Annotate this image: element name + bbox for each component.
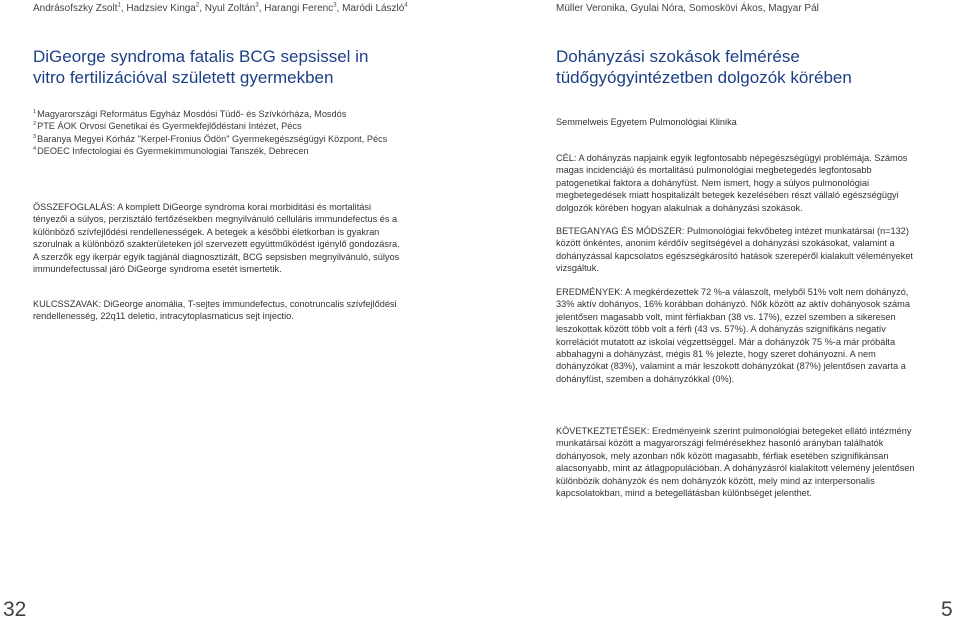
right-aim: CÉL: A dohányzás napjaink egyik legfontosabb népegészségügyi problémája. Számos magas incidenciájú és mortalitású pulmonológiai megbetegedés legfontosabb patogenetikai faktora a dohányfüst. Nem ismert, hogy a súlyos pulmonológiai megbetegedések miatt hospitalizált betegek kezelésében részt vállaló egészségügyi dolgozók körében hogyan alakulnak a dohányzási szokások.: [556, 153, 908, 213]
right-authors: Müller Veronika, Gyulai Nóra, Somoskövi Ákos, Magyar Pál: [556, 3, 819, 14]
author-sup: 3: [333, 2, 337, 9]
affiliation: [33, 108, 393, 120]
author-name: Harangi Ferenc: [264, 3, 334, 14]
right-title-line-1: Dohányzási szokások felmérése: [556, 47, 800, 66]
right-results: EREDMÉNYEK: A megkérdezettek 72 %-a válaszolt, melyből 51% volt nem dohányzó, 33% aktív dohányos, 16% korábban dohányzó. Nők között az aktív dohányosok száma jelentősen magasabb volt, mint férfiakban (38 vs. 17%), ezzel szemben a sikeresen leszokottak között több volt a férfi (43 vs. 57%). A dohányzás szignifikáns negatív korrelációt mutatott az iskolai végzettséggel. Már a dohányzók 75 %-a már próbálta abbahagyni a dohányzást, mégis 81 % jelezte, hogy szeret dohányozni. A nem dohányzókat (83%), valamint a már leszokott dohányzókat (87%) jelentősen zavarta a dohányfüst, szemben a dohányzókkal (0%).: [556, 287, 910, 384]
author-sup: 2: [195, 2, 200, 9]
affiliation-sup: 4: [33, 145, 37, 152]
affiliation-sup: 2: [33, 121, 37, 128]
affiliation-sup: 3: [33, 133, 37, 140]
right-institution: Semmelweis Egyetem Pulmonológiai Klinika: [556, 117, 737, 127]
left-affiliations: [33, 108, 393, 157]
affiliation-text: Baranya Megyei Kórház "Kerpel-Fronius Ödön" Gyermekegészségügyi Központ, Pécs: [37, 133, 388, 144]
affiliation-text: PTE ÁOK Orvosi Genetikai és Gyermekfejlődéstani Intézet, Pécs: [37, 121, 302, 132]
author-name: Nyul Zoltán: [204, 3, 256, 14]
left-title-line-1: DiGeorge syndroma fatalis BCG sepsissel in: [33, 47, 369, 66]
right-methods: BETEGANYAG ÉS MÓDSZER: Pulmonológiai fekvőbeteg intézet munkatársai (n=132) között önkéntes, anonim kérdőív segítségével a dohányzási szokásokat, valamint a dohányzással kapcsolatos egészségkárosító hatások szerepéről kialakult véleményeket vizsgáltuk.: [556, 226, 913, 274]
left-authors: Andrásofszky Zsolt$^1$, Hadzsiev Kinga$^2$, Nyul Zoltán$^3$, Harangi Ferenc$^3$, Maródi László$^4$: [33, 2, 408, 14]
author-sup: 4: [404, 2, 408, 9]
author-name: Andrásofszky Zsolt: [33, 3, 118, 14]
affiliation: [33, 145, 393, 157]
left-article-title: [33, 46, 413, 88]
affiliation-text: Magyarországi Református Egyház Mosdósi Tüdő- és Szívkórháza, Mosdós: [37, 109, 347, 119]
right-page-number: 5: [941, 598, 953, 621]
left-page-number: 32: [3, 598, 27, 621]
left-title-line-2: vitro fertilizációval született gyermekben: [33, 68, 334, 87]
affiliation-sup: 1: [33, 108, 37, 115]
left-summary: ÖSSZEFOGLALÁS: A komplett DiGeorge syndroma korai morbiditási és mortalitási tényezői a súlyos, perzisztáló fertőzésekben megnyilvánuló celluláris immundefectus és a különböző szívfejlődési rendellenességek. A betegek a későbbi életkorban is gyakran szorulnak a különböző szakterületeken jól szervezett együttműködést igénylő gondozásra. A szerzők egy ikerpár egyik tagjánál diagnosztizált, BCG sepsisben megnyilvánuló, súlyos immundefectussal járó DiGeorge syndroma esetét ismertetik.: [33, 202, 400, 275]
right-conclusions: KÖVETKEZTETÉSEK: Eredményeink szerint pulmonológiai betegeket ellátó intézmény munkatársai között a magyarországi felmérésekhez hasonló arányban találhatók dohányosok, mely azonban nők között magasabb, férfiak esetében szignifikánsan alacsonyabb, mint az átlagpopulációban. A dohányzásról kialakított vélemény jelentősen különbözik dohányzók és nem dohányzók között, mely mind az interpersonalis kapcsolatokban, mind a betegellátásban különbséget jelenthet.: [556, 426, 915, 499]
author-sup: 1: [117, 2, 121, 9]
left-keywords: KULCSSZAVAK: DiGeorge anomália, T-sejtes immundefectus, conotruncalis szívfejlődési rendellenesség, 22q11 deletio, intracytoplasmaticus sejt injectio.: [33, 299, 397, 322]
author-sup: 3: [255, 2, 259, 9]
right-title-line-2: tüdőgyógyintézetben dolgozók körében: [556, 68, 852, 87]
affiliation: [33, 120, 393, 132]
affiliation-text: DEOEC Infectologiai és Gyermekimmunologiai Tanszék, Debrecen: [37, 145, 309, 156]
affiliation: [33, 133, 393, 145]
author-name: Hadzsiev Kinga: [126, 3, 196, 14]
author-name: Maródi László: [342, 3, 405, 14]
right-article-title: [556, 46, 936, 88]
